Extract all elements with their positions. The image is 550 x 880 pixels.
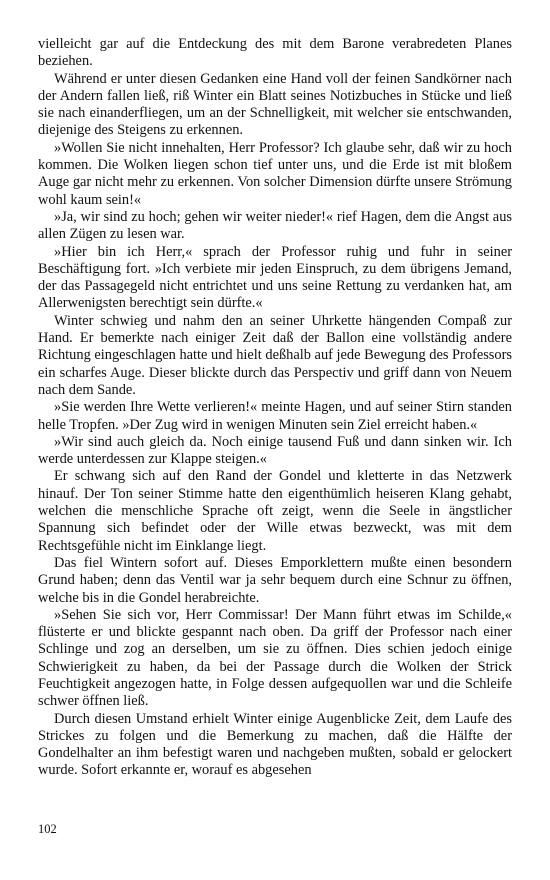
paragraph: »Sie werden Ihre Wette verlieren!« meinte Hagen, und auf seiner Stirn standen helle Tropfen. »Der Zug wird in wenigen Minuten sein Ziel erreicht haben.« <box>38 399 512 433</box>
paragraph: »Hier bin ich Herr,« sprach der Professor ruhig und fuhr in seiner Beschäftigung fort. »Ich verbiete mir jeden Einspruch, zu dem übrigens Jemand, der das Passagegeld nicht entrichtet und uns seine Rettung zu verdanken hat, am Allerwenigsten berechtigt sein dürfte.« <box>38 243 512 312</box>
paragraph: »Wir sind auch gleich da. Noch einige tausend Fuß und dann sinken wir. Ich werde unterdessen zur Klappe steigen.« <box>38 433 512 468</box>
paragraph-continuation: vielleicht gar auf die Entdeckung des mit dem Barone verabredeten Planes beziehen. <box>38 36 512 70</box>
paragraph: Das fiel Wintern sofort auf. Dieses Emporklettern mußte einen besondern Grund haben; denn das Ventil war ja sehr bequem durch eine Schnur zu öffnen, welche bis in die Gondel herabreichte. <box>38 554 512 606</box>
paragraph: Winter schwieg und nahm den an seiner Uhrkette hängenden Compaß zur Hand. Er bemerkte nach einiger Zeit daß der Ballon eine vollständig andere Richtung eingeschlagen hatte und hielt deßhalb auf jede Bewegung des Professors ein scharfes Auge. Dieser blickte durch das Perspectiv und griff dann von Neuem nach dem Sande. <box>38 312 512 398</box>
paragraph: Er schwang sich auf den Rand der Gondel und kletterte in das Netzwerk hinauf. Der Ton seiner Stimme hatte den eigenthümlich heiseren Klang gehabt, welchen die menschliche Sprache oft zeigt, wenn die Seele in ängstlicher Spannung sich befindet oder der Wille etwas bezweckt, was mit dem Rechtsgefühle nicht im Einklange liegt. <box>38 468 512 554</box>
paragraph: Durch diesen Umstand erhielt Winter einige Augenblicke Zeit, dem Laufe des Strickes zu folgen und die Bemerkung zu machen, daß die Hälfte der Gondelhalter an ihm befestigt waren und nachgeben mußten, sobald er gelockert wurde. Sofort erkannte er, worauf es abgesehen <box>38 710 512 779</box>
paragraph: »Sehen Sie sich vor, Herr Commissar! Der Mann führt etwas im Schilde,« flüsterte er und blickte gespannt nach oben. Da griff der Professor nach einer Schlinge und zog an derselben, um sie zu öffnen. Dies schien jedoch einige Schwierigkeit zu haben, da bei der Passage durch die Wolken der Strick Feuchtigkeit angezogen hatte, in Folge dessen aufgequollen war und die Schleife schwer öffnen ließ. <box>38 606 512 710</box>
page-text <box>38 36 512 780</box>
paragraph: »Ja, wir sind zu hoch; gehen wir weiter nieder!« rief Hagen, dem die Angst aus allen Zügen zu lesen war. <box>38 208 512 243</box>
paragraph: Während er unter diesen Gedanken eine Hand voll der feinen Sandkörner nach der Andern fallen ließ, riß Winter ein Blatt seines Notizbuches in Stücke und ließ sie nach einanderfliegen, um an der Schnelligkeit, mit welcher sie entschwanden, diejenige des Steigens zu erkennen. <box>38 70 512 139</box>
page-number: 102 <box>38 822 57 836</box>
paragraph: »Wollen Sie nicht innehalten, Herr Professor? Ich glaube sehr, daß wir zu hoch kommen. Die Wolken liegen schon tief unter uns, und die Erde ist mit bloßem Auge gar nicht mehr zu erkennen. Von solcher Dimension dürfte unsere Strömung wohl kaum sein!« <box>38 139 512 208</box>
